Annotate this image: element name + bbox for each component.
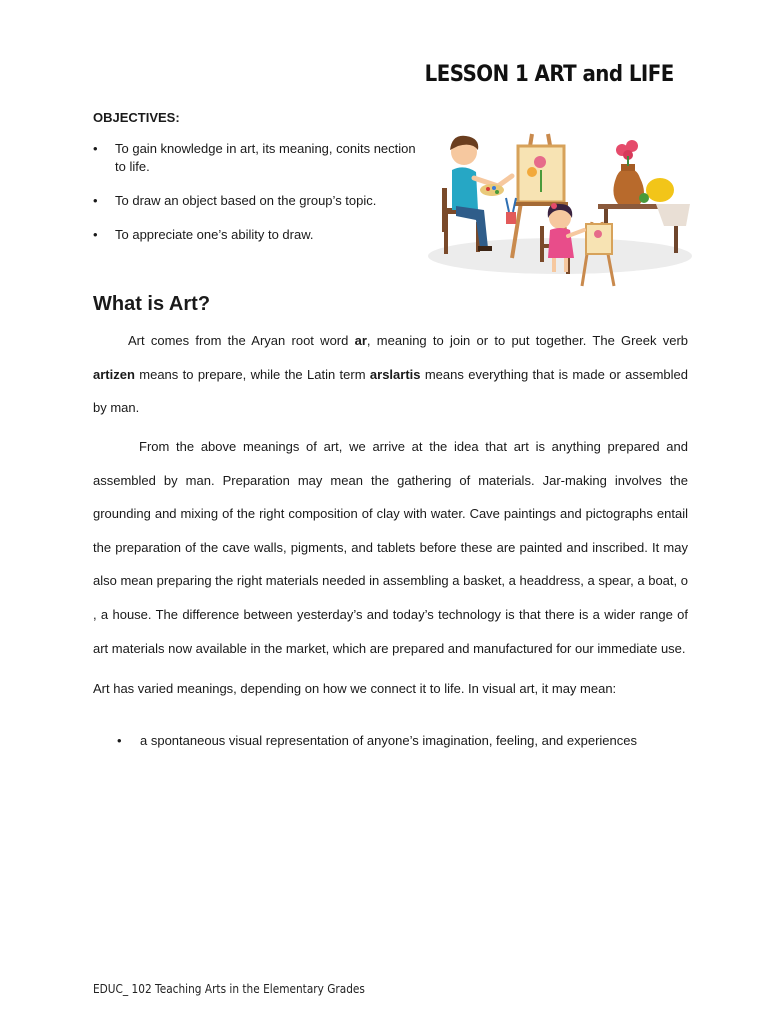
text-run: means to prepare, while the Latin term xyxy=(134,366,370,382)
section-heading: What is Art? xyxy=(93,293,211,315)
list-item xyxy=(117,730,677,752)
objectives-heading: OBJECTIVES: xyxy=(93,110,180,125)
bullet-text: a spontaneous visual representation of anyone’s imagination, feeling, and experiences xyxy=(140,733,637,748)
page-footer: EDUC_ 102 Teaching Arts in the Elementary Grades xyxy=(93,982,365,996)
objectives-list xyxy=(93,140,423,244)
text-run: means everything that is made or assembled by man. xyxy=(93,366,688,416)
term-artizen: artizen xyxy=(93,366,135,382)
term-arslartis: arslartis xyxy=(369,366,421,382)
text-run: , meaning to join or to put together. The Greek verb xyxy=(366,333,689,348)
objective-item: • To draw an object based on the group’s topic. xyxy=(93,192,423,210)
objective-item: • To gain knowledge in art, its meaning, conits nection to life. xyxy=(93,140,423,176)
painting-artists-illustration xyxy=(428,126,692,296)
objective-item: • To appreciate one’s ability to draw. xyxy=(93,226,423,244)
term-ar: ar xyxy=(354,333,367,348)
bullet-dot: • xyxy=(117,733,122,748)
text-run: Art comes from the Aryan root word xyxy=(128,333,355,348)
page-title: LESSON 1 ART and LIFE xyxy=(424,62,674,87)
paragraph-varied-meanings: Art has varied meanings, depending on how we connect it to life. In visual art, it may mean: xyxy=(93,681,617,696)
paragraph-meanings: From the above meanings of art, we arrive at the idea that art is anything prepared and assembled by man. Preparation may mean the gathering of materials. Jar-making involves the grounding and mixing of the right composition of clay with water. Cave paintings and pictographs entail the preparation of the cave walls, pigments, and tablets before these are painted and inscribed. It may also mean preparing the right materials needed in assembling a basket, a headdress, a spear, a boat, o , a house. The difference between yesterday’s and today’s technology is that there is a wider range of art materials now available in the market, which are prepared and manufactured for our immediate use. xyxy=(93,439,688,656)
paragraph-etymology xyxy=(93,324,688,425)
